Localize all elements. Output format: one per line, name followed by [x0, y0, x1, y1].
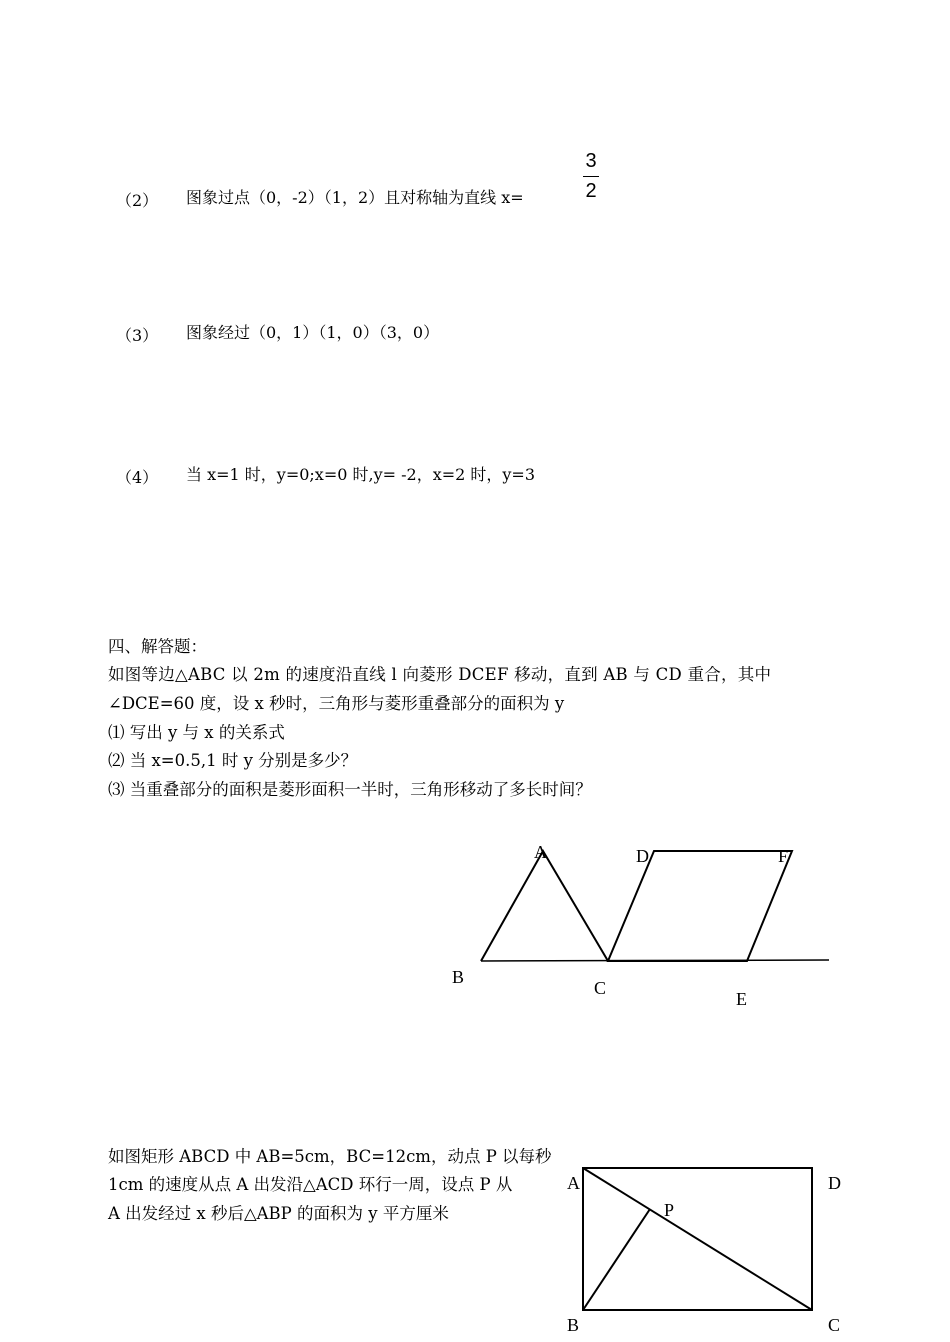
diagonal-ac	[583, 1168, 812, 1310]
label-f: F	[778, 846, 789, 866]
rhombus-dcef	[608, 851, 792, 961]
rect-label-d: D	[828, 1173, 841, 1193]
rect-label-a: A	[567, 1173, 580, 1193]
problem2-line-1: 如图矩形 ABCD 中 AB=5cm，BC=12cm，动点 P 以每秒	[108, 1147, 552, 1166]
rect-label-b: B	[567, 1315, 580, 1335]
item-3-number: （3）	[116, 326, 159, 345]
label-b: B	[452, 967, 465, 987]
fraction-denominator: 2	[585, 180, 597, 202]
item-2-number: （2）	[116, 191, 159, 210]
item-2-text: 图象过点（0，-2）（1，2）且对称轴为直线 x=	[186, 188, 524, 207]
rect-label-c: C	[828, 1315, 841, 1335]
problem1-line-4: ⑵ 当 x=0.5,1 时 y 分别是多少？	[108, 751, 358, 770]
segment-bp	[583, 1209, 650, 1310]
label-a: A	[534, 842, 547, 862]
item-4-number: （4）	[116, 468, 159, 487]
rect-label-p: P	[664, 1200, 675, 1220]
problem2-line-2: 1cm 的速度从点 A 出发沿△ACD 环行一周，设点 P 从	[108, 1175, 513, 1194]
problem1-line-5: ⑶ 当重叠部分的面积是菱形面积一半时，三角形移动了多长时间？	[108, 780, 592, 799]
fraction-numerator: 3	[585, 150, 597, 172]
problem1-line-2: ∠DCE=60 度，设 x 秒时，三角形与菱形重叠部分的面积为 y	[108, 694, 565, 713]
problem1-line-3: ⑴ 写出 y 与 x 的关系式	[108, 723, 285, 742]
item-3-text: 图象经过（0，1）（1，0）（3，0）	[186, 323, 440, 342]
section-heading: 四、解答题：	[108, 637, 207, 656]
triangle-abc	[481, 851, 608, 961]
label-d: D	[636, 846, 649, 866]
label-e: E	[736, 989, 747, 1009]
item-4-text: 当 x=1 时，y=0;x=0 时,y= -2，x=2 时，y=3	[186, 465, 536, 484]
problem2-line-3: A 出发经过 x 秒后△ABP 的面积为 y 平方厘米	[108, 1204, 449, 1223]
problem1-line-1: 如图等边△ABC 以 2m 的速度沿直线 l 向菱形 DCEF 移动，直到 AB 与 CD 重合，其中	[108, 665, 772, 684]
label-c: C	[594, 978, 607, 998]
